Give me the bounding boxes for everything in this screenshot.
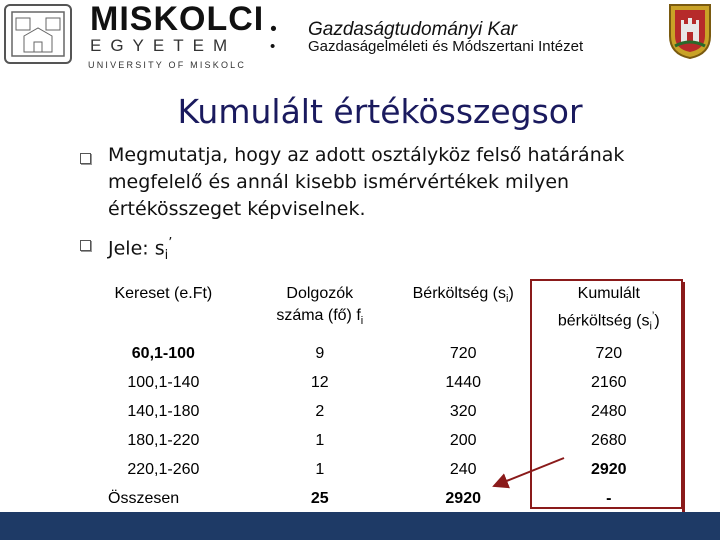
header-text: ) [508,285,514,302]
header-text: száma (fő) f [276,307,361,324]
bullet-line: megfelelő és annál kisebb ismérvértékek milyen [108,171,570,193]
table-cell: 200 [449,431,477,449]
table-cell: 9 [315,344,325,362]
bullet-square-icon [80,153,91,164]
institute-name: Gazdaságelméleti és Módszertani Intézet [308,38,584,55]
table-cell: 1 [315,431,325,449]
table-row [78,397,682,426]
table-cell: 25 [310,489,329,507]
logo-main-text: MISKOLCI [90,0,265,38]
footer-bar [0,512,720,540]
header-text: ) [654,312,660,330]
header-text: Kumulált [577,285,640,302]
table-cell: - [606,489,612,507]
table-cell: Összesen [108,489,180,507]
table-cell: 720 [595,344,623,362]
table-row [78,455,682,484]
notation-sub: i [164,248,169,264]
header-text: Dolgozók [286,285,354,302]
header-sup: ’ [651,310,655,322]
header-kumulalt [536,279,682,339]
arrow-icon [480,448,570,494]
table-cell: 2160 [590,373,627,391]
header-sub: i [360,315,364,328]
table-row [78,426,682,455]
header-kereset [78,279,249,339]
cumulative-table [78,279,682,513]
bullet-line: Megmutatja, hogy az adott osztályköz felső határának [108,144,625,166]
notation-text: Jele: s [108,237,165,260]
table-cell: 320 [449,402,477,420]
table-cell: 180,1-220 [127,431,200,449]
bullet-dot: • [270,38,276,55]
table-cell: 720 [449,344,477,362]
header-dolgozok [249,279,391,339]
table-row [78,368,682,397]
bullet-notation [108,230,668,269]
table-cell: 60,1-100 [131,344,195,362]
header-berkoltseg [391,279,536,339]
header-sub: i [649,320,652,333]
table-header-row [78,279,682,339]
header-text-line2 [249,305,391,332]
header-sub: i [506,293,509,306]
table-cell: 2680 [590,431,627,449]
bullet-line: értékösszeget képviselnek. [108,198,366,220]
header-text: Bérköltség (s [412,285,506,302]
table-cell: 12 [310,373,329,391]
logo-university-text: UNIVERSITY OF MISKOLC [88,60,247,70]
university-wordmark [90,0,265,56]
header-text: bérköltség (s [557,312,650,330]
table-cell: 1440 [445,373,481,391]
logo-sub-text: EGYETEM [90,36,237,55]
table-cell: 140,1-180 [127,402,200,420]
header-text: Kereset (e.Ft) [114,285,213,302]
table-cell: 2 [315,402,325,420]
slide-title: Kumulált értékösszegsor [177,92,583,131]
table-cell: 240 [449,460,477,478]
table-cell: 2920 [590,460,627,478]
table-cell: 220,1-260 [127,460,200,478]
university-seal-logo [4,4,72,64]
faculty-name: Gazdaságtudományi Kar [308,19,518,40]
table-cell: 100,1-140 [127,373,200,391]
bullet-dot: • [270,19,277,40]
city-crest-logo [667,2,713,60]
table-row-total [78,484,682,513]
table-cell: 2920 [445,489,481,507]
table-cell: 1 [315,460,325,478]
header-text-line2 [536,305,682,338]
table-cell: 2480 [590,402,627,420]
institute-line [270,38,583,55]
bullet-definition [108,142,668,223]
table-row [78,339,682,368]
notation-sup: ’ [168,236,173,251]
bullet-square-icon [80,240,91,251]
